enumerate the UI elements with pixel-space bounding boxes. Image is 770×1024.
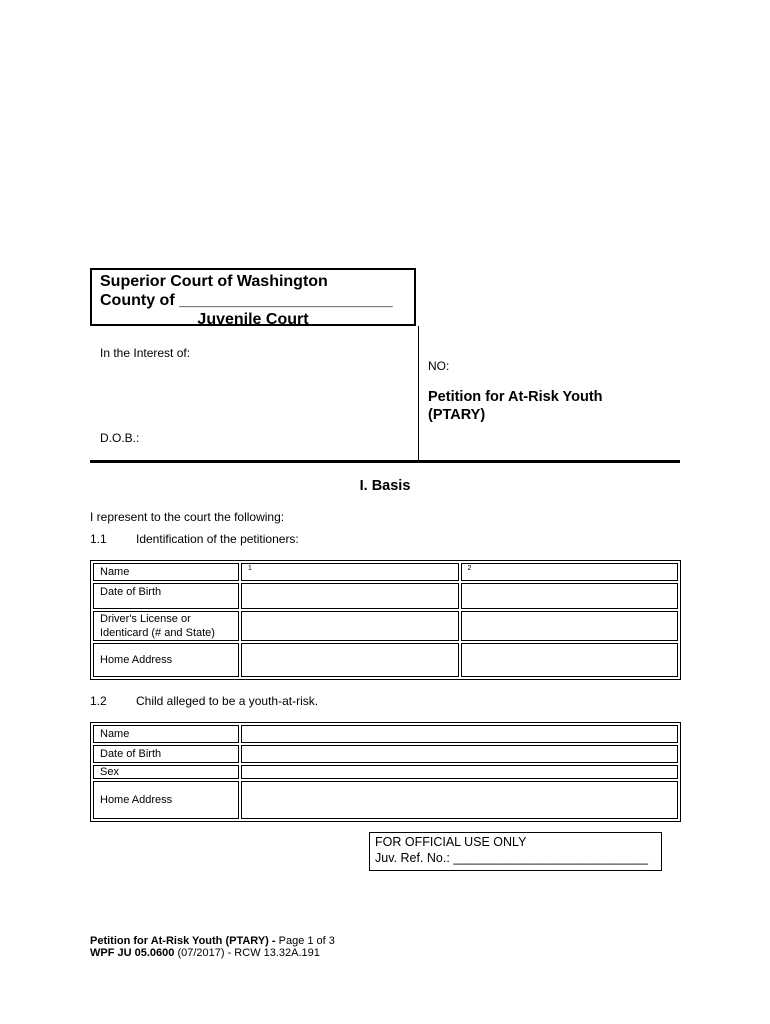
document-title-line1: Petition for At-Risk Youth [428, 389, 603, 405]
table-row [93, 765, 678, 779]
table-row [93, 725, 678, 743]
table-row [93, 611, 678, 641]
county-line [100, 291, 393, 310]
petitioner-1-dob-cell[interactable] [241, 583, 459, 609]
child-table [90, 722, 681, 822]
footer-form-title: Petition for At-Risk Youth (PTARY) - [90, 935, 276, 947]
item-number: 1.2 [90, 694, 107, 708]
row-label: Name [93, 563, 239, 581]
section-heading: I. Basis [359, 478, 411, 494]
footer-page-info: Page 1 of 3 [278, 935, 335, 947]
petitioner-1-name-cell[interactable] [241, 563, 459, 581]
document-title [428, 388, 603, 424]
juv-ref-field[interactable]: ____________________________ [453, 851, 648, 865]
item-text: Identification of the petitioners: [136, 532, 299, 546]
document-title-line2: (PTARY) [428, 407, 486, 423]
footer-line1 [90, 935, 335, 947]
court-name: Superior Court of Washington [100, 273, 328, 290]
petitioner-2-address-cell[interactable] [461, 643, 679, 677]
petitioner-1-license-cell[interactable] [241, 611, 459, 641]
item-number: 1.1 [90, 532, 107, 546]
column-marker: 2 [467, 565, 472, 572]
row-label: Date of Birth [93, 583, 239, 609]
table-row [93, 583, 678, 609]
item-text: Child alleged to be a youth-at-risk. [136, 694, 319, 708]
child-address-cell[interactable] [241, 781, 678, 819]
court-division: Juvenile Court [197, 311, 309, 328]
petitioner-2-dob-cell[interactable] [461, 583, 679, 609]
row-label: Home Address [93, 643, 239, 677]
official-use-title: FOR OFFICIAL USE ONLY [375, 835, 527, 849]
official-use-box [369, 832, 662, 871]
page-footer [90, 935, 335, 959]
court-caption-box [90, 268, 416, 326]
row-label: Date of Birth [93, 745, 239, 763]
intro-text: I represent to the court the following: [90, 510, 285, 524]
row-label: Home Address [93, 781, 239, 819]
footer-form-code: WPF JU 05.0600 [90, 947, 175, 959]
county-blank[interactable]: ________________________ [179, 292, 393, 309]
caption-divider-vertical [418, 326, 419, 460]
row-label-line2: Identicard (# and State) [100, 627, 215, 639]
footer-line2 [90, 947, 335, 959]
petitioners-table [90, 560, 681, 680]
county-label: County of [100, 292, 175, 309]
case-number-label: NO: [428, 359, 450, 373]
dob-label: D.O.B.: [100, 431, 140, 445]
juv-ref-line [375, 850, 656, 866]
petitioner-1-address-cell[interactable] [241, 643, 459, 677]
item-1-2 [90, 694, 318, 708]
row-label: Sex [93, 765, 239, 779]
child-sex-cell[interactable] [241, 765, 678, 779]
table-row [93, 563, 678, 581]
row-label: Name [93, 725, 239, 743]
petitioner-2-license-cell[interactable] [461, 611, 679, 641]
footer-revision: (07/2017) - RCW 13.32A.191 [177, 947, 320, 959]
row-label-line1: Driver's License or [100, 613, 191, 625]
table-row [93, 745, 678, 763]
item-1-1 [90, 532, 299, 546]
interest-of-label: In the Interest of: [100, 346, 191, 360]
juv-ref-label: Juv. Ref. No.: [375, 851, 450, 865]
table-row [93, 643, 678, 677]
child-name-cell[interactable] [241, 725, 678, 743]
table-row [93, 781, 678, 819]
petitioner-2-name-cell[interactable] [461, 563, 679, 581]
column-marker: 1 [248, 565, 252, 572]
child-dob-cell[interactable] [241, 745, 678, 763]
row-label [93, 611, 239, 641]
caption-divider-horizontal [90, 460, 680, 463]
